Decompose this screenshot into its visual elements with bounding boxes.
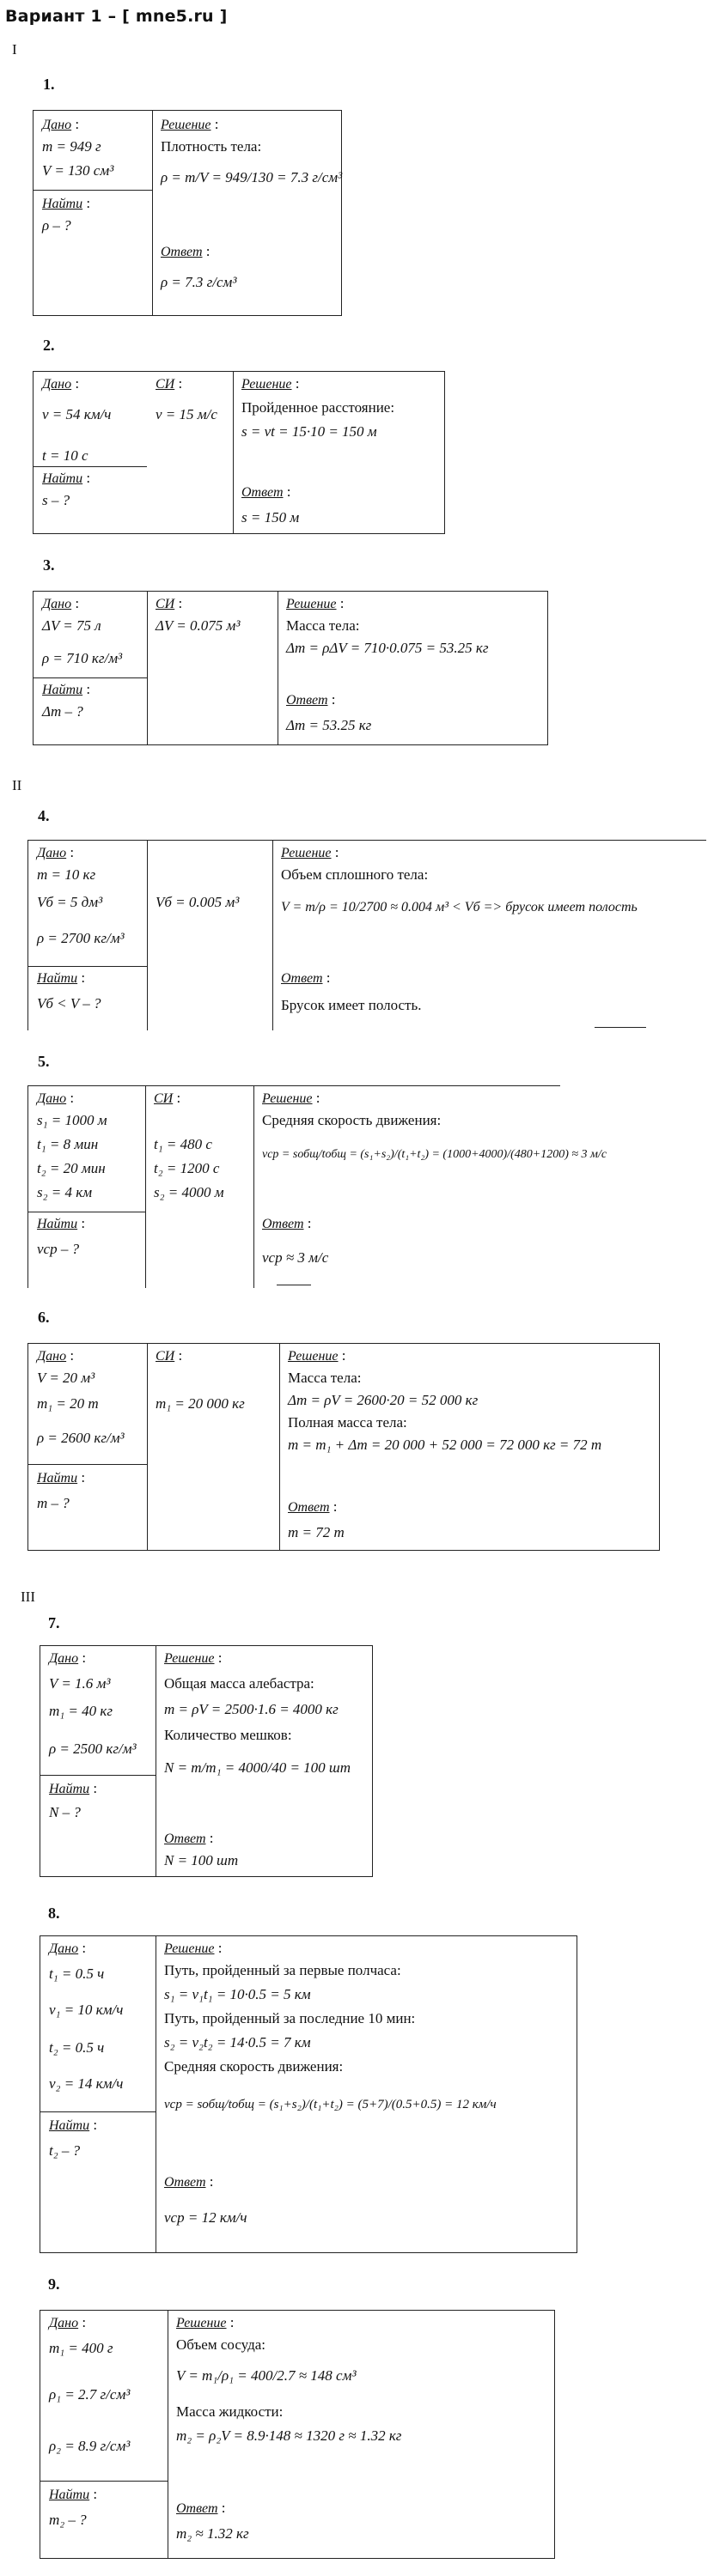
find-label: Найти	[37, 1471, 78, 1485]
given-line: m = 949 г	[42, 138, 101, 155]
problem-8-number: 8.	[48, 1905, 60, 1922]
answer-line: s = 150 м	[241, 509, 300, 526]
problem-1-box: Дано : m = 949 г V = 130 см³ Найти : ρ – ? Решение : Плотность тела: ρ = m/V = 949/130 = 7.3 г/см³ Ответ : ρ = 7.3 г/см³	[33, 110, 342, 316]
given-line: s₁ = 1000 м	[37, 1112, 107, 1128]
problem-4-number: 4.	[38, 807, 50, 824]
solution-label: Решение	[281, 846, 332, 860]
solution-label: Решение	[241, 377, 292, 392]
si-line: ΔV = 0.075 м³	[156, 617, 241, 634]
solution-label: Решение	[164, 1941, 215, 1956]
si-label: СИ	[156, 377, 175, 392]
given-line: t₁ = 8 мин	[37, 1136, 99, 1152]
answer-label: Ответ	[288, 1500, 330, 1515]
problem-9-number: 9.	[48, 2275, 60, 2293]
si-line: Vб = 0.005 м³	[156, 894, 240, 910]
si-line: m₁ = 20 000 кг	[156, 1395, 245, 1412]
given-line: m₁ = 20 т	[37, 1395, 99, 1412]
problem-3-box: Дано : ΔV = 75 л ρ = 710 кг/м³ Найти : Δm – ? СИ : ΔV = 0.075 м³ Решение : Масса тела: Δm = ρΔV = 710·0.075 = 53.25 кг Ответ : Δm = 53.25 кг	[33, 591, 548, 745]
given-label: Дано	[37, 1349, 67, 1364]
solution-step: Средняя скорость движения:	[262, 1112, 442, 1128]
solution-label: Решение	[176, 2316, 227, 2330]
given-line: ρ₂ = 8.9 г/см³	[49, 2438, 131, 2454]
given-label: Дано	[49, 2316, 79, 2330]
answer-line: vср = 12 км/ч	[164, 2209, 247, 2226]
solution-step: Путь, пройденный за последние 10 мин:	[164, 2010, 416, 2026]
given-line: ρ = 2600 кг/м³	[37, 1430, 125, 1446]
given-label: Дано	[42, 118, 72, 132]
section-iii-label: III	[21, 1589, 35, 1605]
solution-step: Путь, пройденный за первые полчаса:	[164, 1962, 401, 1978]
si-label: СИ	[156, 1349, 175, 1364]
problem-5-box: Дано : s₁ = 1000 м t₁ = 8 мин t₂ = 20 мин s₂ = 4 км Найти : vср – ? СИ : t₁ = 480 с t₂ = 1200 с s₂ = 4000 м Решение : Средняя скорость движения: vср = sобщ/tобщ = (s₁+s₂)/(t₁+t₂) = (1000+4000)/(480+1200) ≈ 3 м/с Ответ : vср ≈ 3 м/с	[27, 1085, 560, 1288]
find-label: Найти	[42, 197, 83, 211]
solution-step: Δm = ρV = 2600·20 = 52 000 кг	[288, 1392, 479, 1408]
solution-step: Средняя скорость движения:	[164, 2058, 344, 2075]
answer-line: m = 72 т	[288, 1524, 345, 1540]
given-label: Дано	[37, 846, 67, 860]
solution-step: s = vt = 15·10 = 150 м	[241, 423, 377, 440]
solution-step: N = m/m₁ = 4000/40 = 100 шт	[164, 1759, 351, 1776]
solution-step: ρ = m/V = 949/130 = 7.3 г/см³	[161, 169, 343, 185]
si-line: v = 15 м/с	[156, 406, 217, 422]
given-line: m₁ = 400 г	[49, 2340, 113, 2356]
solution-step: V = m/ρ = 10/2700 ≈ 0.004 м³ < Vб => брусок имеет полость	[281, 900, 638, 914]
find-line: N – ?	[49, 1804, 81, 1820]
solution-step: Общая масса алебастра:	[164, 1675, 314, 1692]
solution-step: s₂ = v₂t₂ = 14·0.5 = 7 км	[164, 2034, 311, 2050]
problem-9-box: Дано : m₁ = 400 г ρ₁ = 2.7 г/см³ ρ₂ = 8.9 г/см³ Найти : m₂ – ? Решение : Объем сосуда: V = m₁/ρ₁ = 400/2.7 ≈ 148 см³ Масса жидкости: m₂ = ρ₂V = 8.9·148 ≈ 1320 г ≈ 1.32 кг Ответ : m₂ ≈ 1.32 кг	[40, 2310, 555, 2559]
solution-label: Решение	[161, 118, 211, 132]
solution-step: Пройденное расстояние:	[241, 399, 395, 416]
solution-step: Δm = ρΔV = 710·0.075 = 53.25 кг	[286, 640, 489, 656]
problem-5-number: 5.	[38, 1053, 50, 1070]
find-label: Найти	[42, 471, 83, 486]
problem-2-box: Дано : v = 54 км/ч t = 10 с Найти : s – ? СИ : v = 15 м/с Решение : Пройденное расстояние: s = vt = 15·10 = 150 м Ответ : s = 150 м	[33, 371, 445, 534]
problem-4-box: Дано : m = 10 кг Vб = 5 дм³ ρ = 2700 кг/м³ Найти : Vб < V – ? Vб = 0.005 м³ Решение : Объем сплошного тела: V = m/ρ = 10/2700 ≈ 0.004 м³ < Vб => брусок имеет полость Ответ : Брусок имеет полость.	[27, 840, 706, 1030]
find-label: Найти	[37, 1217, 78, 1231]
find-line: m₂ – ?	[49, 2512, 87, 2528]
find-label: Найти	[49, 2488, 90, 2502]
given-line: s₂ = 4 км	[37, 1184, 93, 1200]
problem-7-number: 7.	[48, 1614, 60, 1631]
si-line: t₂ = 1200 с	[154, 1160, 220, 1176]
solution-label: Решение	[164, 1651, 215, 1666]
given-label: Дано	[42, 377, 72, 392]
given-line: V = 130 см³	[42, 162, 114, 179]
given-line: v₁ = 10 км/ч	[49, 2002, 124, 2018]
given-line: t₂ = 0.5 ч	[49, 2039, 105, 2056]
answer-label: Ответ	[176, 2501, 218, 2516]
answer-label: Ответ	[164, 2175, 206, 2190]
problem-1-number: 1.	[43, 76, 55, 93]
solution-step: Плотность тела:	[161, 138, 262, 155]
si-line: s₂ = 4000 м	[154, 1184, 224, 1200]
solution-step: V = m₁/ρ₁ = 400/2.7 ≈ 148 см³	[176, 2367, 357, 2384]
find-label: Найти	[37, 971, 78, 986]
problem-8-box: Дано : t₁ = 0.5 ч v₁ = 10 км/ч t₂ = 0.5 ч v₂ = 14 км/ч Найти : t₂ – ? Решение : Путь, пройденный за первые полчаса: s₁ = v₁t₁ = 10·0.5 = 5 км Путь, пройденный за последние 10 мин: s₂ = v₂t₂ = 14·0.5 = 7 км Средняя скорость движения: vср = sобщ/tобщ = (s₁+s₂)/(t₁+t₂) = (5+7)/(0.5+0.5) = 12 км/ч Ответ : vср = 12 км/ч	[40, 1935, 577, 2253]
divider	[595, 1027, 646, 1028]
solution-step: vср = sобщ/tобщ = (s₁+s₂)/(t₁+t₂) = (1000+4000)/(480+1200) ≈ 3 м/с	[262, 1148, 607, 1161]
find-line: m – ?	[37, 1495, 70, 1511]
solution-label: Решение	[286, 597, 337, 611]
solution-step: m₂ = ρ₂V = 8.9·148 ≈ 1320 г ≈ 1.32 кг	[176, 2427, 402, 2444]
answer-label: Ответ	[161, 245, 203, 259]
answer-line: Брусок имеет полость.	[281, 997, 422, 1013]
solution-step: Объем сплошного тела:	[281, 866, 429, 883]
solution-label: Решение	[262, 1091, 313, 1106]
solution-step: Объем сосуда:	[176, 2336, 265, 2353]
solution-step: Масса тела:	[288, 1370, 362, 1386]
solution-step: Количество мешков:	[164, 1727, 292, 1743]
find-line: Vб < V – ?	[37, 995, 101, 1012]
given-line: v₂ = 14 км/ч	[49, 2075, 124, 2092]
solution-step: m = ρV = 2500·1.6 = 4000 кг	[164, 1701, 339, 1717]
given-label: Дано	[37, 1091, 67, 1106]
given-line: v = 54 км/ч	[42, 406, 112, 422]
given-line: ρ = 2700 кг/м³	[37, 930, 125, 946]
given-line: ρ₁ = 2.7 г/см³	[49, 2386, 131, 2403]
find-label: Найти	[49, 1782, 90, 1796]
solution-step: vср = sобщ/tобщ = (s₁+s₂)/(t₁+t₂) = (5+7)/(0.5+0.5) = 12 км/ч	[164, 2098, 497, 2111]
given-line: t = 10 с	[42, 447, 88, 464]
given-label: Дано	[49, 1651, 79, 1666]
problem-3-number: 3.	[43, 556, 55, 574]
given-line: ΔV = 75 л	[42, 617, 101, 634]
solution-step: s₁ = v₁t₁ = 10·0.5 = 5 км	[164, 1986, 311, 2002]
section-i-label: I	[12, 41, 17, 58]
answer-line: ρ = 7.3 г/см³	[161, 274, 237, 290]
find-label: Найти	[42, 683, 83, 697]
si-label: СИ	[154, 1091, 174, 1106]
given-line: V = 1.6 м³	[49, 1675, 111, 1692]
given-line: ρ = 710 кг/м³	[42, 650, 123, 666]
given-line: V = 20 м³	[37, 1370, 95, 1386]
answer-line: vср ≈ 3 м/с	[262, 1249, 329, 1266]
si-label: СИ	[156, 597, 175, 611]
given-line: t₂ = 20 мин	[37, 1160, 106, 1176]
answer-label: Ответ	[241, 485, 284, 500]
given-line: m = 10 кг	[37, 866, 96, 883]
problem-6-number: 6.	[38, 1309, 50, 1326]
find-line: Δm – ?	[42, 703, 83, 720]
given-label: Дано	[42, 597, 72, 611]
page-header: Вариант 1 – [ mne5.ru ]	[5, 7, 228, 26]
problem-7-box: Дано : V = 1.6 м³ m₁ = 40 кг ρ = 2500 кг/м³ Найти : N – ? Решение : Общая масса алебастра: m = ρV = 2500·1.6 = 4000 кг Количество мешков: N = m/m₁ = 4000/40 = 100 шт Ответ : N = 100 шт	[40, 1645, 373, 1877]
answer-line: m₂ ≈ 1.32 кг	[176, 2525, 249, 2542]
solution-step: Масса жидкости:	[176, 2403, 284, 2420]
find-line: ρ – ?	[42, 217, 71, 234]
solution-label: Решение	[288, 1349, 339, 1364]
answer-label: Ответ	[164, 1832, 206, 1846]
given-line: t₁ = 0.5 ч	[49, 1965, 105, 1982]
solution-step: Полная масса тела:	[288, 1414, 407, 1431]
solution-step: Масса тела:	[286, 617, 360, 634]
find-line: t₂ – ?	[49, 2142, 81, 2159]
given-line: Vб = 5 дм³	[37, 894, 103, 910]
given-label: Дано	[49, 1941, 79, 1956]
answer-label: Ответ	[281, 971, 323, 986]
section-ii-label: II	[12, 777, 22, 793]
problem-6-box: Дано : V = 20 м³ m₁ = 20 т ρ = 2600 кг/м³ Найти : m – ? СИ : m₁ = 20 000 кг Решение : Масса тела: Δm = ρV = 2600·20 = 52 000 кг Полная масса тела: m = m₁ + Δm = 20 000 + 52 000 = 72 000 кг = 72 т Ответ : m = 72 т	[27, 1343, 660, 1551]
problem-2-number: 2.	[43, 337, 55, 354]
find-line: s – ?	[42, 492, 70, 508]
solution-step: m = m₁ + Δm = 20 000 + 52 000 = 72 000 кг = 72 т	[288, 1437, 602, 1453]
si-line: t₁ = 480 с	[154, 1136, 212, 1152]
answer-label: Ответ	[262, 1217, 304, 1231]
answer-line: N = 100 шт	[164, 1852, 239, 1868]
find-label: Найти	[49, 2118, 90, 2133]
find-line: vср – ?	[37, 1241, 80, 1257]
given-line: m₁ = 40 кг	[49, 1703, 113, 1719]
answer-label: Ответ	[286, 693, 328, 708]
given-line: ρ = 2500 кг/м³	[49, 1741, 137, 1757]
answer-line: Δm = 53.25 кг	[286, 717, 372, 733]
